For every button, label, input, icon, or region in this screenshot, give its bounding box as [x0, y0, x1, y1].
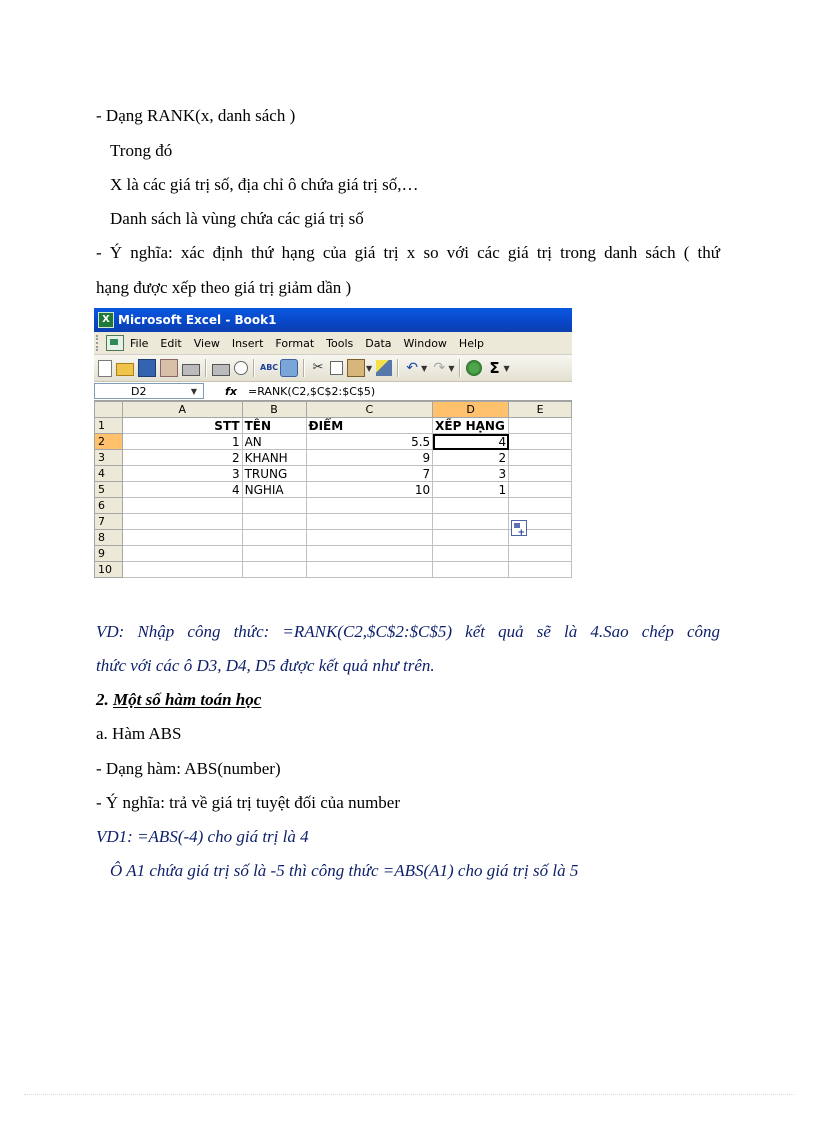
paste-dropdown-icon[interactable]: ▼ [366, 363, 373, 373]
column-header-b[interactable]: B [242, 402, 306, 418]
cell-c9[interactable] [306, 546, 433, 562]
abs-title: a. Hàm ABS [96, 724, 182, 743]
excel-screenshot [94, 308, 572, 606]
paste-icon[interactable] [347, 359, 365, 377]
row-header[interactable]: 9 [95, 546, 123, 562]
open-icon[interactable] [116, 363, 134, 376]
cell-c5[interactable]: 10 [306, 482, 433, 498]
print-preview-printer-icon[interactable] [212, 364, 230, 376]
excel-logo-icon: X [98, 312, 114, 328]
cell-d9[interactable] [433, 546, 509, 562]
save-icon[interactable] [138, 359, 156, 377]
research-icon[interactable] [280, 359, 298, 377]
section-title: Một số hàm toán học [113, 690, 262, 709]
cell-d10[interactable] [433, 562, 509, 578]
cell-d1[interactable]: XẾP HẠNG [433, 418, 509, 434]
cell-a10[interactable] [122, 562, 242, 578]
cell-c4[interactable]: 7 [306, 466, 433, 482]
cell-a6[interactable] [122, 498, 242, 514]
cell-b8[interactable] [242, 530, 306, 546]
cell-c3[interactable]: 9 [306, 450, 433, 466]
row-header[interactable]: 6 [95, 498, 123, 514]
cell-b1[interactable]: TÊN [242, 418, 306, 434]
cell-b4[interactable]: TRUNG [242, 466, 306, 482]
column-header-d[interactable]: D [433, 402, 509, 418]
cell-d8[interactable] [433, 530, 509, 546]
hyperlink-icon[interactable] [466, 360, 482, 376]
standard-toolbar [94, 355, 572, 382]
cell-d3[interactable]: 2 [433, 450, 509, 466]
example-line-2: thức với các ô D3, D4, D5 được kết quả như trên. [96, 656, 435, 675]
row-header[interactable]: 10 [95, 562, 123, 578]
cell-a2[interactable]: 1 [122, 434, 242, 450]
table-row [95, 498, 572, 514]
section-heading [96, 690, 261, 710]
cell-e9[interactable] [509, 546, 572, 562]
redo-icon: ↷ [433, 360, 446, 376]
menu-view[interactable]: View [193, 336, 220, 350]
cell-c7[interactable] [306, 514, 433, 530]
cell-a9[interactable] [122, 546, 242, 562]
menu-file[interactable]: File [130, 336, 149, 350]
permission-icon[interactable] [160, 359, 178, 377]
menu-bar [94, 332, 572, 355]
abs-example-1: VD1: =ABS(-4) cho giá trị là 4 [96, 827, 309, 846]
cell-a1[interactable]: STT [122, 418, 242, 434]
x-description: X là các giá trị số, địa chỉ ô chứa giá trị số,… [110, 175, 419, 194]
cell-c2[interactable]: 5.5 [306, 434, 433, 450]
spelling-icon[interactable]: ABC [260, 363, 279, 372]
cell-a4[interactable]: 3 [122, 466, 242, 482]
meaning-line-2: hạng được xếp theo giá trị giảm dần ) [96, 278, 352, 297]
menu-format[interactable]: Format [275, 336, 315, 350]
fx-icon[interactable]: fx [225, 384, 237, 398]
toolbar-separator [397, 359, 399, 377]
undo-icon[interactable]: ↶ [406, 360, 419, 376]
abs-example-2: Ô A1 chứa giá trị số là -5 thì công thức =ABS(A1) cho giá trị số là 5 [110, 861, 579, 880]
autosum-icon[interactable]: Σ [489, 359, 500, 377]
name-box-dropdown-icon[interactable]: ▼ [190, 386, 197, 396]
row-header[interactable]: 3 [95, 450, 123, 466]
cell-b2[interactable]: AN [242, 434, 306, 450]
redo-dropdown-icon: ▼ [448, 363, 455, 373]
cell-a3[interactable]: 2 [122, 450, 242, 466]
menu-window[interactable]: Window [403, 336, 447, 350]
table-row [95, 434, 572, 450]
cell-c1[interactable]: ĐIỂM [306, 418, 433, 434]
menu-help[interactable]: Help [458, 336, 484, 350]
cell-a8[interactable] [122, 530, 242, 546]
cell-b10[interactable] [242, 562, 306, 578]
autofill-options-icon[interactable] [511, 520, 527, 536]
cell-e6[interactable] [509, 498, 572, 514]
cell-a7[interactable] [122, 514, 242, 530]
row-header[interactable]: 7 [95, 514, 123, 530]
cell-c6[interactable] [306, 498, 433, 514]
page-footer-rule [24, 1094, 794, 1095]
cell-c8[interactable] [306, 530, 433, 546]
example-line-1: VD: Nhập công thức: =RANK(C2,$C$2:$C$5) kết quả sẽ là 4.Sao chép công [96, 622, 720, 641]
table-row [95, 562, 572, 578]
cell-a5[interactable]: 4 [122, 482, 242, 498]
list-description: Danh sách là vùng chứa các giá trị số [110, 209, 364, 228]
rank-syntax-line: - Dạng RANK(x, danh sách ) [96, 106, 296, 125]
toolbar-separator [253, 359, 255, 377]
cell-e3[interactable] [509, 450, 572, 466]
autosum-dropdown-icon[interactable]: ▼ [503, 363, 510, 373]
menu-edit[interactable]: Edit [160, 336, 182, 350]
toolbar-separator [459, 359, 461, 377]
formula-bar [94, 382, 572, 401]
cell-d6[interactable] [433, 498, 509, 514]
menu-data[interactable]: Data [365, 336, 392, 350]
cell-e4[interactable] [509, 466, 572, 482]
grip-icon [96, 335, 104, 351]
cut-icon[interactable]: ✂ [312, 360, 324, 375]
cell-e1[interactable] [509, 418, 572, 434]
format-painter-icon[interactable] [376, 360, 392, 376]
cell-b9[interactable] [242, 546, 306, 562]
abs-meaning: - Ý nghĩa: trả về giá trị tuyệt đối của number [96, 793, 401, 812]
table-row [95, 450, 572, 466]
cell-d4[interactable]: 3 [433, 466, 509, 482]
worksheet-grid [94, 401, 572, 578]
section-number: 2. [96, 690, 113, 709]
row-header[interactable]: 8 [95, 530, 123, 546]
title-bar [94, 308, 572, 332]
cell-b3[interactable]: KHANH [242, 450, 306, 466]
abs-syntax: - Dạng hàm: ABS(number) [96, 759, 281, 778]
cell-e2[interactable] [509, 434, 572, 450]
formula-input[interactable]: =RANK(C2,$C$2:$C$5) [248, 384, 376, 398]
column-header-row [95, 402, 572, 418]
row-header[interactable]: 2 [95, 434, 123, 450]
row-header[interactable]: 1 [95, 418, 123, 434]
where-label: Trong đó [110, 141, 173, 160]
column-header-a[interactable]: A [122, 402, 242, 418]
menu-tools[interactable]: Tools [326, 336, 354, 350]
toolbar-separator [205, 359, 207, 377]
table-row [95, 514, 572, 530]
name-box[interactable] [94, 383, 204, 399]
row-header[interactable]: 5 [95, 482, 123, 498]
cell-c10[interactable] [306, 562, 433, 578]
table-row [95, 418, 572, 434]
copy-icon[interactable] [330, 361, 343, 375]
meaning-line-1: - Ý nghĩa: xác định thứ hạng của giá trị x so với các giá trị trong danh sách ( thứ [96, 243, 720, 262]
cell-e5[interactable] [509, 482, 572, 498]
undo-dropdown-icon[interactable]: ▼ [421, 363, 428, 373]
cell-b5[interactable]: NGHIA [242, 482, 306, 498]
cell-b7[interactable] [242, 514, 306, 530]
table-row [95, 482, 572, 498]
name-box-value: D2 [131, 384, 147, 398]
column-header-e[interactable]: E [509, 402, 572, 418]
print-preview-icon[interactable] [234, 361, 248, 375]
new-icon[interactable] [98, 360, 112, 377]
cell-d7[interactable] [433, 514, 509, 530]
select-all-corner[interactable] [95, 402, 123, 418]
column-header-c[interactable]: C [306, 402, 433, 418]
cell-b6[interactable] [242, 498, 306, 514]
row-header[interactable]: 4 [95, 466, 123, 482]
cell-e10[interactable] [509, 562, 572, 578]
table-row [95, 466, 572, 482]
cell-d2[interactable]: 4 [433, 434, 509, 450]
print-icon[interactable] [182, 364, 200, 376]
window-title: Microsoft Excel - Book1 [118, 313, 277, 327]
table-row [95, 546, 572, 562]
table-row [95, 530, 572, 546]
toolbar-separator [303, 359, 305, 377]
cell-d5[interactable]: 1 [433, 482, 509, 498]
workbook-icon[interactable] [106, 335, 124, 351]
menu-insert[interactable]: Insert [231, 336, 264, 350]
